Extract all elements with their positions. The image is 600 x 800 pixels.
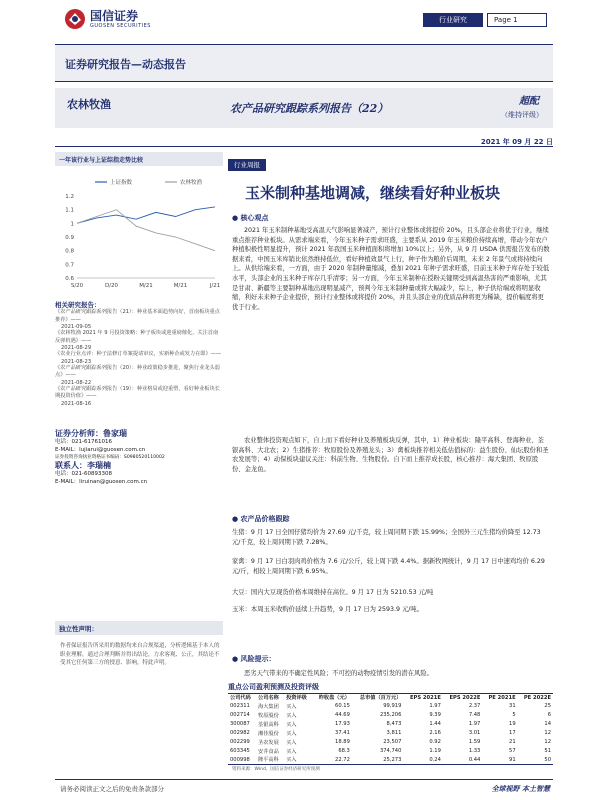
divider — [55, 146, 553, 147]
analyst-phone: 电话：021-61761016 — [55, 439, 112, 445]
table-row — [228, 756, 553, 765]
related-report-item[interactable]: 《农产品研究跟踪系列报告（21）：种业基本面趋势向好，首南板块重点推荐》—— — [55, 309, 220, 323]
table-cell: 2.37 — [468, 703, 481, 709]
analyst-block — [55, 430, 223, 486]
table-cell: 1.97 — [468, 721, 481, 727]
brand-name: 国信证券 — [90, 8, 139, 23]
trend-chart-svg — [55, 166, 223, 296]
related-report-date: 2021-09-05 — [61, 324, 92, 330]
table-cell: 1.59 — [468, 739, 481, 745]
legend-label: 农林牧渔 — [180, 180, 203, 186]
related-report-item[interactable]: 《农产品研究跟踪系列报告（19）：种业格局或迎重塑，看好种业板块长期投资价值》—— — [55, 385, 220, 399]
table-cell: 6 — [547, 712, 551, 718]
table-cell: 31 — [509, 703, 516, 709]
headline: 玉米制种基地调减，继续看好种业板块 — [245, 184, 501, 202]
table-cell: 68.3 — [338, 748, 350, 754]
brand-logo — [64, 8, 151, 30]
table-cell: 买入 — [284, 756, 312, 765]
table-header-row — [228, 694, 553, 702]
col-header: 投资评级 — [284, 694, 312, 702]
x-tick-label: D/20 — [104, 283, 119, 289]
col-header: PE 2021E — [482, 694, 517, 702]
related-reports-heading: 相关研究报告： — [55, 301, 101, 309]
table-cell: 25 — [544, 703, 551, 709]
analyst-cert: 证券投资咨询执业资格证书编码：S0980520110002 — [55, 455, 165, 460]
table-row — [228, 711, 553, 720]
x-tick-label: M/21 — [173, 283, 188, 289]
table-cell: 17 — [509, 730, 516, 736]
related-report-date: 2021-08-29 — [61, 345, 92, 351]
analyst-name: 证券分析师：鲁家瑞 — [55, 429, 127, 438]
chart-title: 一年该行业与上证综指走势比较 — [55, 152, 223, 166]
table-cell: 湘佳股份 — [258, 730, 279, 737]
table-row — [228, 720, 553, 729]
table-cell: 002311 — [230, 703, 250, 709]
table-cell: 60.15 — [335, 703, 350, 709]
related-report-item[interactable]: 《农林牧渔 2021 年 9 月投资策略：种子板块或迎重磅催化，关注首南反弹机遇》—— — [55, 330, 219, 344]
table-cell: 7.48 — [468, 712, 481, 718]
related-reports-list — [55, 309, 223, 407]
table-cell: 17.93 — [335, 721, 350, 727]
analyst-email[interactable]: E-MAIL：lujiarui@guosen.com.cn — [55, 447, 146, 453]
report-banner — [55, 44, 553, 82]
table-cell: 海大集团 — [258, 703, 279, 710]
table-cell: 300087 — [230, 721, 250, 727]
table-cell: 1.97 — [429, 703, 441, 709]
risk-heading: ● 风险提示： — [232, 655, 276, 663]
related-report-date: 2021-08-23 — [61, 358, 92, 365]
table-cell: 51 — [544, 748, 551, 754]
table-cell: 圣农发展 — [258, 739, 279, 746]
table-cell: 12 — [544, 730, 551, 736]
x-tick-label: S/20 — [70, 283, 84, 289]
table-cell: 1.33 — [468, 748, 481, 754]
table-cell: 91 — [482, 756, 517, 765]
independence-text: 作者保证报告所采用的数据均来自合规渠道，分析逻辑基于本人的职业理解，通过合理判断并得出结论，力求客观、公正，其结论不受其它任何第三方的授意、影响，特此声明。 — [60, 643, 220, 666]
report-date: 2021 年 09 月 22 日 — [480, 138, 553, 146]
related-report-item[interactable]: 《农产品研究跟踪系列报告（20）：种业政策稳步推进，聚焦行业龙头弱点》—— — [55, 364, 220, 378]
table-cell: 14 — [544, 721, 551, 727]
table-cell: 9.39 — [429, 712, 441, 718]
table-cell: 荃银高科 — [258, 721, 279, 728]
table-cell: 牧原股份 — [258, 712, 279, 719]
title-block — [55, 88, 553, 128]
corn-price-text: 玉米：本周玉米收购价延续上升趋势，9 月 17 日为 2593.9 元/吨。 — [232, 606, 424, 613]
table-body — [228, 702, 553, 765]
series-title: 农产品研究跟踪系列报告（22） — [230, 102, 389, 115]
table-cell: 1.44 — [429, 721, 441, 727]
poultry-price-text: 家禽：9 月 17 日白羽肉鸡价格为 7.6 元/公斤，较上周下跌 4.4%。据新牧网统计，9 月 17 日中速鸡均价 6.29 元/斤，相较上周同期下跌 6.95%。 — [232, 558, 545, 575]
table-cell: 235,206 — [379, 712, 402, 718]
investment-view-paragraph: 农业整体投资观点如下，自上而下看好种业及养殖板块反弹，其中，1）种业板块：隆平高科、登海种业、荃银高科、大北农；2）生猪推荐：牧原股份及养殖龙头；3）禽板块推荐相关低估值标的：益生股份、仙坛股份和圣农发展等；4）动保板块建议关注：科前生物、生物股份。自下而上推荐成长股，核心推荐：海大集团、牧原股份、金龙鱼。 — [232, 437, 549, 473]
x-tick-label: J/21 — [209, 283, 221, 289]
col-header: 公司名称 — [256, 694, 284, 702]
table-title: 重点公司盈利预测及投资评级 — [228, 683, 319, 691]
table-cell: 374,740 — [379, 748, 402, 754]
table-row — [228, 747, 553, 756]
contact-email[interactable]: E-MAIL：liruinan@guosen.com.cn — [55, 479, 148, 485]
table-cell: 44.69 — [335, 712, 350, 718]
table-cell: 99,919 — [383, 703, 402, 709]
banner-text: 证券研究报告—动态报告 — [65, 58, 186, 71]
earnings-table — [228, 693, 553, 765]
footer-disclaimer: 请务必阅读正文之后的免责条款部分 — [60, 785, 164, 793]
col-header: 昨收盘（元） — [312, 694, 352, 702]
table-cell: 57 — [509, 748, 516, 754]
related-report-date: 2021-08-22 — [61, 379, 92, 386]
table-cell: 50 — [518, 756, 553, 765]
col-header: PE 2022E — [518, 694, 553, 702]
risk-text: 恶劣天气带来的不确定性风险；不可控的动物疫情引发的潜在风险。 — [244, 670, 433, 677]
footer-divider — [55, 779, 553, 780]
core-view-heading: ● 核心观点 — [232, 214, 269, 222]
right-column — [228, 152, 553, 202]
table-cell: 2.16 — [429, 730, 441, 736]
table-cell: 0.44 — [443, 756, 482, 765]
table-cell: 25,273 — [352, 756, 404, 765]
table-cell: 002714 — [230, 712, 250, 718]
core-view-paragraph: 2021 年玉米制种基地受高温天气影响显著减产，预计行业整体或将提价 20%，且头部企业将优于行业，继续重点推荐种业板块。从需求端来看，今年玉米种子需求旺盛，主要系从 2019 年玉米粮价持续高增，带动今年农户种植积极性明显提升，预计 2021 年我国玉米种植面积将增加 10%以上；另外，从 9 月 USDA 供需报告发布的数据来看，中国玉米库销比依然维持低位，看好种植效景气上行，种子作为粮价后周期，未来 2 年景气或将持续向上。从供给端来看，一方面，由于 2020 年制种量缩减，叠加 2021 年种子需求旺盛，目前玉米种子库存处于较低水平，头部企业的玉米种子库存几乎清零；另一方面，今年玉米制种在授粉关键期受到高温热害的严重影响，尤其是甘肃、新疆等主要制种基地出现明显减产，预判今年玉米制种量或将大幅减少，综上，种子供给端或将明显收缩，利好未来种子企业提价，预计行业整体或将提价 20%，并且头部企业的优质品种将更为稀缺，提价幅度将更优于行业。 — [232, 227, 550, 311]
y-tick-label: 0.9 — [65, 235, 74, 241]
table-cell: 5 — [512, 712, 516, 718]
hog-price-text: 生猪：9 月 17 日全国仔猪均价为 27.69 元/千克，较上周同期下跌 15.99%；全国外三元生猪均价降至 12.73 元/千克，较上周同期下跌 7.28%。 — [232, 529, 541, 546]
table-cell: 3,811 — [386, 730, 402, 736]
table-cell: 买入 — [286, 721, 297, 728]
footer-slogan: 全球视野 本土智慧 — [491, 785, 550, 793]
price-tracking-heading: ● 农产品价格跟踪 — [232, 515, 290, 523]
trend-chart — [55, 166, 223, 296]
legend-label: 上证指数 — [110, 180, 133, 186]
table-cell: 0.24 — [403, 756, 442, 765]
table-cell: 000998 — [228, 756, 256, 765]
x-tick-label: M/21 — [139, 283, 153, 289]
table-row — [228, 738, 553, 747]
contact-phone: 电话：021-60893308 — [55, 471, 112, 477]
rating-note: （维持评级） — [501, 111, 543, 119]
table-cell: 8,473 — [386, 721, 402, 727]
table-cell: 0.92 — [429, 739, 441, 745]
soybean-price-text: 大豆：国内大豆现货价格本周维持在高位。9 月 17 日为 5210.53 元/吨 — [232, 589, 434, 596]
table-cell: 买入 — [286, 739, 297, 746]
table-cell: 18.89 — [335, 739, 350, 745]
brand-logo-icon — [64, 8, 86, 30]
table-cell: 603345 — [230, 748, 250, 754]
table-cell: 3.01 — [468, 730, 481, 736]
table-cell: 21 — [509, 739, 516, 745]
col-header: 总市值（百万元） — [352, 694, 404, 702]
y-tick-label: 0.8 — [65, 248, 74, 255]
related-report-item[interactable]: 《农业行业点评：种子法修订草案提请审议，实新种企或发力在即》—— — [55, 351, 222, 357]
page-number: Page 1 — [487, 13, 547, 27]
table-row — [228, 729, 553, 738]
table-row — [228, 702, 553, 711]
related-report-date: 2021-08-16 — [61, 400, 92, 407]
report-type-tab: 行业研究 — [423, 13, 483, 27]
col-header: 公司代码 — [228, 694, 256, 702]
table-cell: 22.72 — [312, 756, 352, 765]
y-tick-label: 0.6 — [65, 276, 74, 282]
table-cell: 002299 — [230, 739, 250, 745]
table-source: 资料来源：Wind、国信证券经济研究所预测 — [232, 767, 320, 772]
series-line-1 — [77, 207, 215, 223]
table-cell: 隆平高科 — [256, 756, 284, 765]
table-cell: 买入 — [286, 730, 297, 737]
table-cell: 19 — [509, 721, 516, 727]
rating: 超配 — [519, 96, 539, 107]
y-tick-label: 0.7 — [65, 262, 74, 269]
sector-name: 农林牧渔 — [67, 98, 111, 111]
y-tick-label: 1.2 — [65, 194, 74, 200]
y-tick-label: 1.1 — [65, 207, 74, 214]
brand-name-en: GUOSEN SECURITIES — [90, 22, 151, 29]
table-cell: 买入 — [286, 703, 297, 710]
table-cell: 买入 — [286, 748, 297, 755]
table-cell: 23,507 — [383, 739, 402, 745]
table-cell: 002982 — [230, 730, 250, 736]
left-column — [55, 152, 223, 407]
col-header: EPS 2021E — [403, 694, 442, 702]
independence-heading: 独立性声明： — [55, 621, 223, 635]
table-cell: 买入 — [286, 712, 297, 719]
table-cell: 12 — [544, 739, 551, 745]
table-cell: 37.41 — [335, 730, 350, 736]
y-tick-label: 1 — [70, 221, 74, 228]
report-header — [0, 0, 600, 40]
col-header: EPS 2022E — [443, 694, 482, 702]
table-cell: 安井食品 — [258, 748, 279, 755]
contact-name: 联系人：李瑞楠 — [55, 461, 111, 470]
table-cell: 1.19 — [429, 748, 441, 754]
weekly-tag: 行业周报 — [228, 159, 266, 171]
